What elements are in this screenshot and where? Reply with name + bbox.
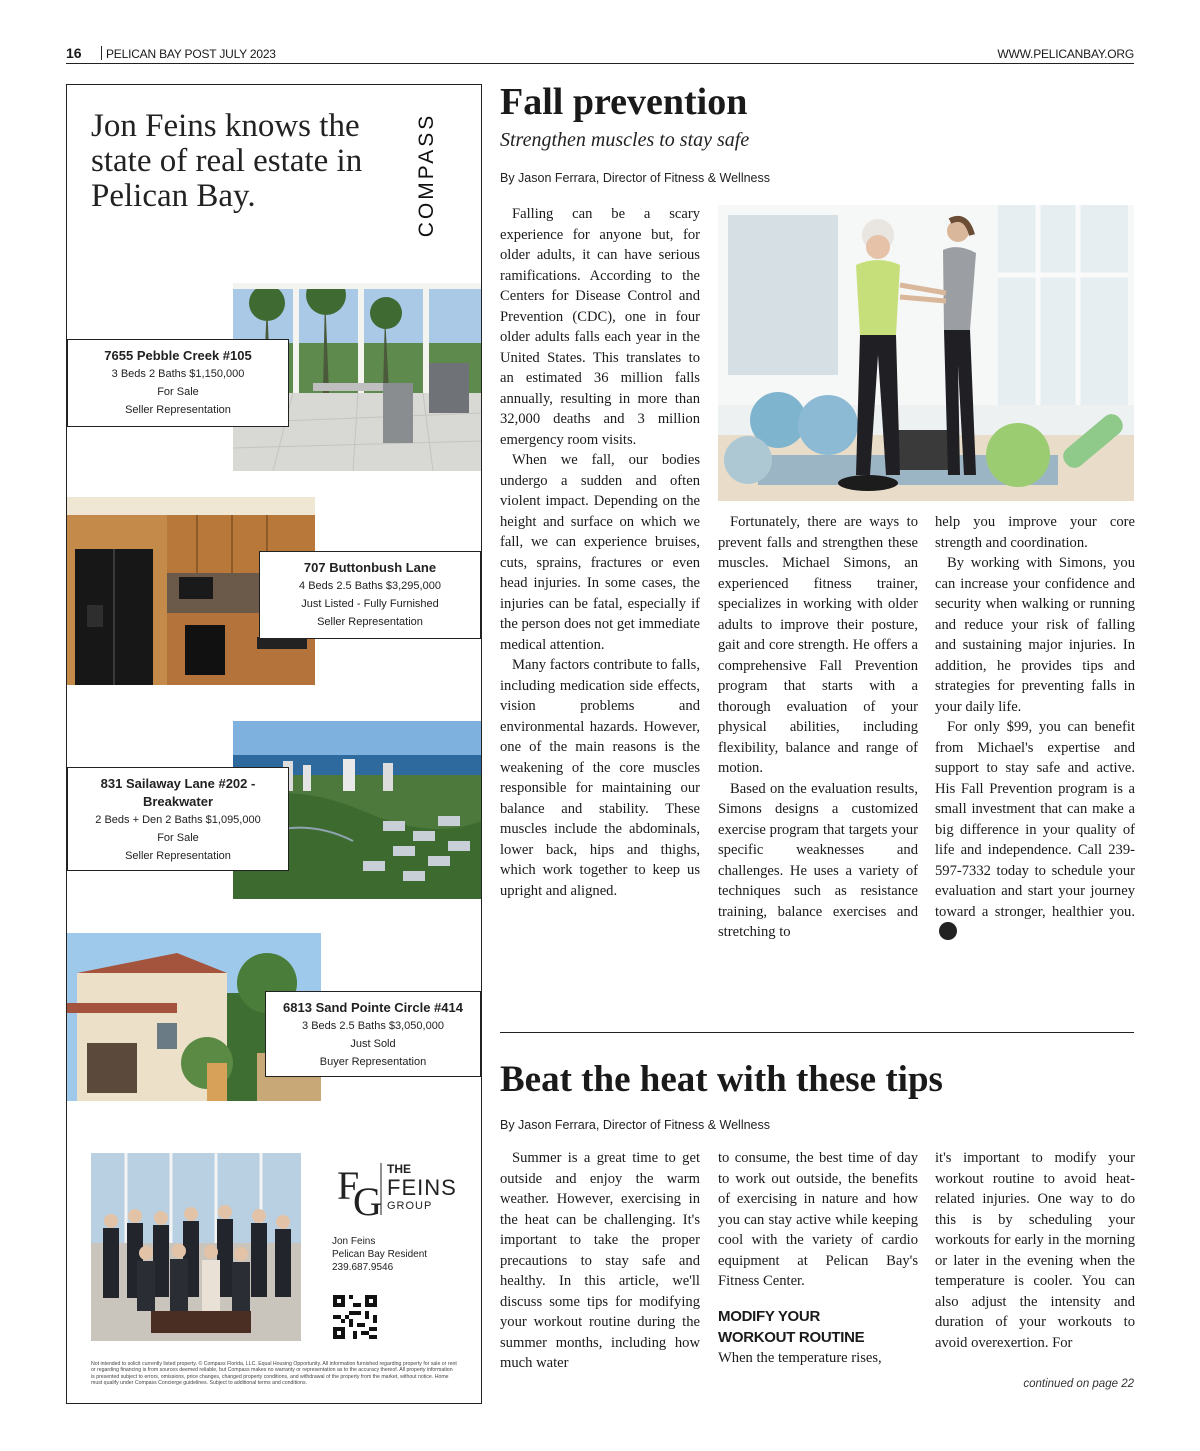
subheading-line: WORKOUT ROUTINE — [718, 1328, 865, 1346]
svg-text:G: G — [353, 1179, 382, 1219]
paragraph: Based on the evaluation results, Simons designs a customized exercise program that targets your specific weaknesses and challenges. He uses a variety of techniques such as resistance training, balance exercises and stretching to — [718, 780, 918, 940]
paragraph: When we fall, our bodies undergo a sudden and often violent impact. Depending on the height and surface on which we fall, we can experience bruises, cuts, sprains, fractures or even head injuries. In some cases, the injuries can be fatal, especially if the person does not get immediate medical attention. — [500, 452, 700, 653]
paragraph: Many factors contribute to falls, including medication side effects, vision problems and environmental hazards. However, one of the main reasons is the weakening of the core muscles responsible for maintaining our balance and stability. These muscles include the abdominals, lower back, hips and thighs, which work together to keep us upright and aligned. — [500, 657, 700, 899]
listing-status: For Sale — [157, 832, 199, 844]
paragraph: Falling can be a scary experience for anyone but, for older adults, it can have serious ramifications. According to the Centers for Disease Control and Prevention (CDC), one in four older adults falls each year in the United States. This translates to an estimated 36 million falls annually, resulting in more than 32,000 deaths and 3 million emergency room visits. — [500, 206, 700, 448]
paragraph: help you improve your core strength and coordination. — [935, 514, 1135, 551]
header-divider — [101, 46, 102, 60]
listing-name: 7655 Pebble Creek #105 — [104, 348, 252, 363]
listing-card-1[interactable] — [67, 339, 289, 427]
ad-disclaimer: Not intended to solicit currently listed property. © Compass Florida, LLC. Equal Housing Opportunity. All information furnished regarding property for sale or rent or regarding financing is from sources deemed reliable, but Compass makes no warranty or representation as to the accuracy thereof. All property information is presented subject to errors, omissions, price changes, changed property conditions, and withdrawal of the property from the market, without notice. Home must qualify under Compass Concierge guidelines. Subject to additional terms and conditions. — [91, 1361, 457, 1387]
article2-column-3 — [935, 1148, 1135, 1353]
feins-group-logo — [335, 1159, 465, 1219]
page-number: 16 — [66, 45, 82, 61]
article-divider — [500, 1032, 1134, 1033]
listing-name: 831 Sailaway Lane #202 - Breakwater — [100, 776, 256, 809]
page-header — [66, 44, 1134, 64]
listing-role: Seller Representation — [317, 616, 423, 628]
logo-the: THE — [387, 1162, 411, 1176]
logo-feins: FEINS — [387, 1175, 457, 1200]
paragraph: it's important to modify your workout routine to avoid heat-related injuries. One way to do this is by scheduling your workouts for early in the morning or later in the evening when the temperature is cooler. You can also adjust the intensity and duration of your workouts to avoid overexertion. For — [935, 1150, 1135, 1351]
logo-group: GROUP — [387, 1200, 433, 1212]
listing-details: 2 Beds + Den 2 Baths $1,095,000 — [95, 814, 261, 826]
listing-role: Buyer Representation — [319, 1056, 427, 1068]
paragraph: Fortunately, there are ways to prevent falls and strengthen these muscles. Michael Simons, an experienced fitness trainer, specializes in working with older adults to improve their posture, gait and core strength. He offers a comprehensive Fall Prevention program that starts with a thorough evaluation of your physical abilities, including flexibility, balance and range of motion. — [718, 514, 918, 776]
listing-status: Just Sold — [350, 1038, 396, 1050]
listing-card-2[interactable] — [259, 551, 481, 639]
listing-details: 3 Beds 2.5 Baths $3,050,000 — [302, 1020, 444, 1032]
subheading-line: MODIFY YOUR — [718, 1307, 820, 1325]
article1-column-2 — [718, 512, 918, 943]
feins-group-photo — [91, 1153, 301, 1341]
subheading — [718, 1306, 918, 1348]
listing-name: 6813 Sand Pointe Circle #414 — [283, 1000, 463, 1015]
ad-headline: Jon Feins knows the state of real estate in Pelican Bay. — [91, 108, 363, 214]
paragraph: Summer is a great time to get outside and enjoy the warm weather. However, exercising in the heat can be challenging. It's important to take the proper precautions to stay safe and healthy. In this article, we'll discuss some tips for modifying your workout routine during the summer months, including how much water — [500, 1150, 700, 1371]
article-title: Beat the heat with these tips — [500, 1059, 943, 1100]
contact-info — [332, 1235, 427, 1274]
fg-monogram-icon — [335, 1159, 391, 1219]
paragraph — [935, 717, 1135, 944]
publication-name: PELICAN BAY POST JULY 2023 — [106, 47, 276, 61]
contact-title: Pelican Bay Resident — [332, 1249, 428, 1260]
compass-wordmark: COMPASS — [415, 112, 438, 238]
compass-logo — [399, 109, 455, 241]
listing-card-4[interactable] — [265, 991, 481, 1077]
article-title: Fall prevention — [500, 81, 748, 123]
paragraph: By working with Simons, you can increase your confidence and security when walking or running and reduce your risk of falling and sustaining major injuries. In addition, he provides tips and strategies for preventing falls in your daily life. — [935, 555, 1135, 715]
qr-code[interactable] — [333, 1295, 377, 1339]
listing-role: Seller Representation — [125, 850, 231, 862]
article2-column-2 — [718, 1148, 918, 1368]
listing-details: 3 Beds 2 Baths $1,150,000 — [111, 368, 245, 380]
listing-card-3[interactable] — [67, 767, 289, 871]
fitness-photo — [718, 205, 1134, 501]
contact-phone[interactable]: 239.687.9546 — [332, 1262, 394, 1273]
paragraph: to consume, the best time of day to work out outside, the benefits of exercising in nature and how you can stay active while keeping cool with the variety of cardio equipment at Pelican Bay's Fitness Center. — [718, 1150, 918, 1289]
listing-status: Just Listed - Fully Furnished — [301, 598, 439, 610]
pelican-end-icon — [939, 922, 957, 940]
listing-details: 4 Beds 2.5 Baths $3,295,000 — [299, 580, 441, 592]
article1-column-3 — [935, 512, 1135, 944]
svg-text:F: F — [337, 1163, 360, 1208]
paragraph: When the temperature rises, — [718, 1349, 882, 1366]
continued-note[interactable]: continued on page 22 — [1023, 1378, 1134, 1390]
listing-role: Seller Representation — [125, 404, 231, 416]
listing-status: For Sale — [157, 386, 199, 398]
contact-name: Jon Feins — [332, 1236, 376, 1247]
paragraph-text: For only $99, you can benefit from Michael's expertise and support to stay safe and active. His Fall Prevention program is a small investment that can make a big difference in your quality of life and independence. Call 239-597-7332 today to schedule your evaluation and start your journey toward a stronger, healthier you. — [935, 719, 1135, 920]
article1-column-1 — [500, 204, 700, 901]
article-dek: Strengthen muscles to stay safe — [500, 129, 750, 151]
listing-name: 707 Buttonbush Lane — [303, 560, 437, 575]
article2-column-1 — [500, 1148, 700, 1374]
real-estate-ad — [66, 84, 482, 1404]
article-byline: By Jason Ferrara, Director of Fitness & Wellness — [500, 1118, 770, 1132]
article-byline: By Jason Ferrara, Director of Fitness & Wellness — [500, 171, 770, 185]
website-url[interactable]: WWW.PELICANBAY.ORG — [997, 47, 1134, 61]
